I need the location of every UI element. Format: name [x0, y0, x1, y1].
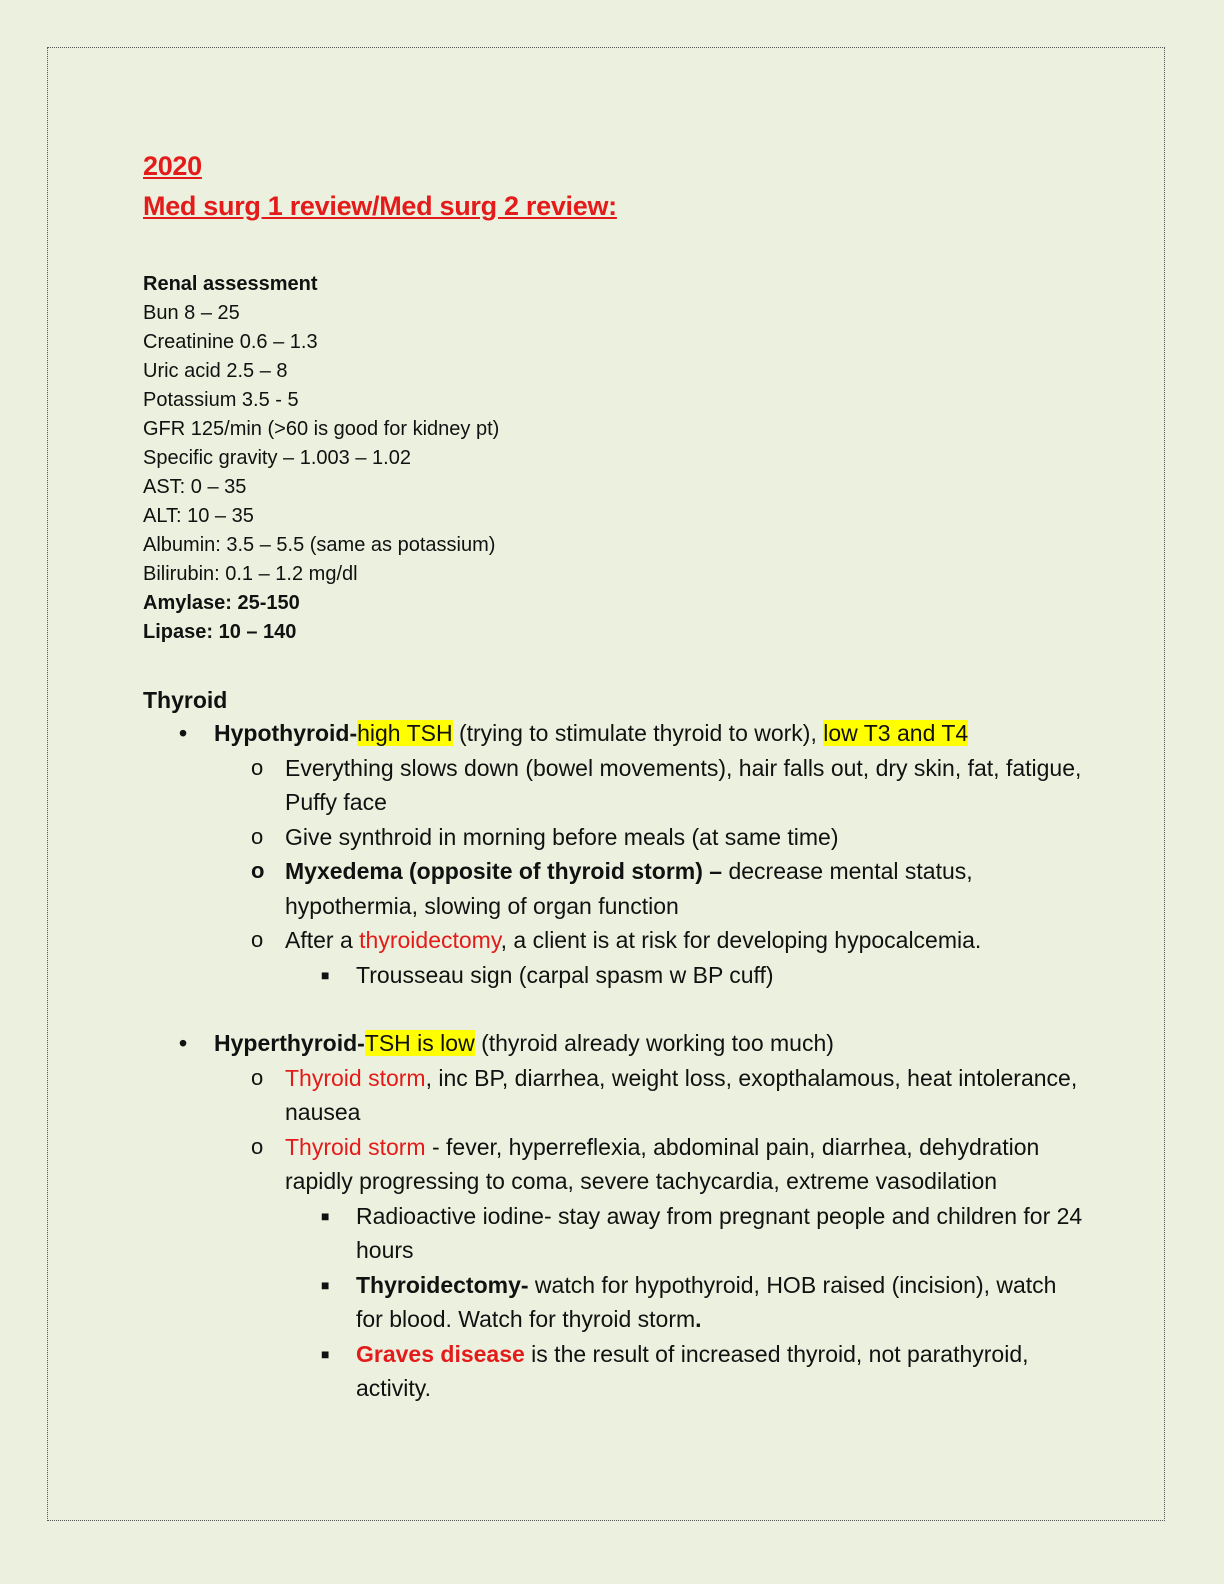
square-bullet-icon: ■ [321, 1276, 330, 1293]
hyperthyroid-sub-sub-item [143, 1199, 1083, 1268]
square-bullet-icon: ■ [321, 1207, 330, 1224]
thyroid-storm-red-text: Thyroid storm [285, 1133, 426, 1160]
sub-sub-item-text: Trousseau sign (carpal spasm w BP cuff) [356, 961, 774, 988]
lab-item: ALT: 10 – 35 [143, 505, 254, 527]
sub-item-text: , inc BP, diarrhea, weight loss, exopthalamous, heat intolerance, nausea [285, 1064, 1078, 1125]
lab-item: Uric acid 2.5 – 8 [143, 360, 288, 382]
sub-sub-item-text: watch for hypothyroid, HOB raised (incision), watch for blood. Watch for thyroid storm [356, 1271, 1057, 1332]
sub-item-text: Give synthroid in morning before meals (at same time) [285, 823, 839, 850]
circle-bullet-icon: o [251, 858, 265, 883]
renal-heading: Renal assessment [143, 273, 318, 295]
doc-title: Med surg 1 review/Med surg 2 review: [143, 191, 617, 221]
hyperthyroid-sub-item [143, 1130, 1083, 1199]
circle-bullet-icon: o [251, 927, 264, 952]
circle-bullet-icon: o [251, 754, 264, 780]
hyperthyroid-sub-sub-item [143, 1337, 1083, 1406]
hypothyroid-label: Hypothyroid- [214, 720, 358, 746]
lab-item: Albumin: 3.5 – 5.5 (same as potassium) [143, 534, 496, 556]
hyperthyroid-rest-text: (thyroid already working too much) [474, 1030, 834, 1056]
document-body [143, 146, 1083, 1406]
lab-item-bold: Amylase: 25-150 [143, 592, 300, 614]
lab-item: GFR 125/min (>60 is good for kidney pt) [143, 418, 500, 440]
lab-item: Potassium 3.5 - 5 [143, 389, 299, 411]
period: . [695, 1306, 702, 1332]
lab-item: Bilirubin: 0.1 – 1.2 mg/dl [143, 563, 358, 585]
hypothyroid-mid-text: (trying to stimulate thyroid to work), [452, 720, 824, 746]
low-t3-t4-highlight: low T3 and T4 [823, 720, 969, 746]
bullet-icon: • [179, 1030, 188, 1056]
renal-assessment-section [143, 270, 1083, 647]
spacer [143, 992, 1083, 1026]
hyperthyroid-sub-item [143, 1061, 1083, 1130]
lab-item: Specific gravity – 1.003 – 1.02 [143, 447, 411, 469]
hyperthyroid-item [143, 1026, 1083, 1061]
lab-item-bold: Lipase: 10 – 140 [143, 621, 297, 643]
thyroidectomy-red-text: thyroidectomy [359, 927, 501, 953]
sub-item-text: - fever, hyperreflexia, abdominal pain, diarrhea, dehydration rapidly progressing to coma, severe tachycardia, extreme vasodilation [285, 1133, 1040, 1194]
tsh-low-highlight: TSH is low [364, 1030, 475, 1056]
thyroid-heading: Thyroid [143, 687, 228, 713]
bullet-icon: • [179, 720, 188, 746]
hypothyroid-sub-item [143, 923, 1083, 958]
sub-sub-item-text: is the result of increased thyroid, not parathyroid, activity. [356, 1340, 1029, 1401]
lab-item: AST: 0 – 35 [143, 476, 247, 498]
graves-disease-red-text: Graves disease [356, 1340, 525, 1367]
sub-item-text: , a client is at risk for developing hypocalcemia. [500, 927, 982, 953]
doc-year: 2020 [143, 151, 202, 181]
hypothyroid-sub-item [143, 854, 1083, 923]
lab-item: Bun 8 – 25 [143, 302, 240, 324]
hypothyroid-sub-sub-item [143, 958, 1083, 993]
lab-item: Creatinine 0.6 – 1.3 [143, 331, 318, 353]
sub-item-text: decrease mental status, hypothermia, slowing of organ function [285, 858, 973, 919]
circle-bullet-icon: o [251, 823, 264, 849]
thyroid-storm-red-text: Thyroid storm [285, 1064, 426, 1091]
hypothyroid-item [143, 716, 1083, 751]
circle-bullet-icon: o [251, 1064, 264, 1090]
thyroidectomy-label: Thyroidectomy- [356, 1271, 529, 1298]
sub-item-text: After a [285, 927, 360, 953]
sub-sub-item-text: Radioactive iodine- stay away from pregnant people and children for 24 hours [356, 1202, 1083, 1263]
hyperthyroid-label: Hyperthyroid- [214, 1030, 365, 1056]
circle-bullet-icon: o [251, 1133, 264, 1159]
square-bullet-icon: ■ [321, 966, 330, 983]
sub-item-text: Everything slows down (bowel movements), hair falls out, dry skin, fat, fatigue, Puffy face [285, 754, 1082, 815]
hypothyroid-sub-item [143, 751, 1083, 820]
square-bullet-icon: ■ [321, 1345, 330, 1362]
hypothyroid-sub-item [143, 820, 1083, 855]
high-tsh-highlight: high TSH [357, 720, 453, 746]
hyperthyroid-sub-sub-item [143, 1268, 1083, 1337]
myxedema-label: Myxedema (opposite of thyroid storm) – [285, 858, 723, 884]
